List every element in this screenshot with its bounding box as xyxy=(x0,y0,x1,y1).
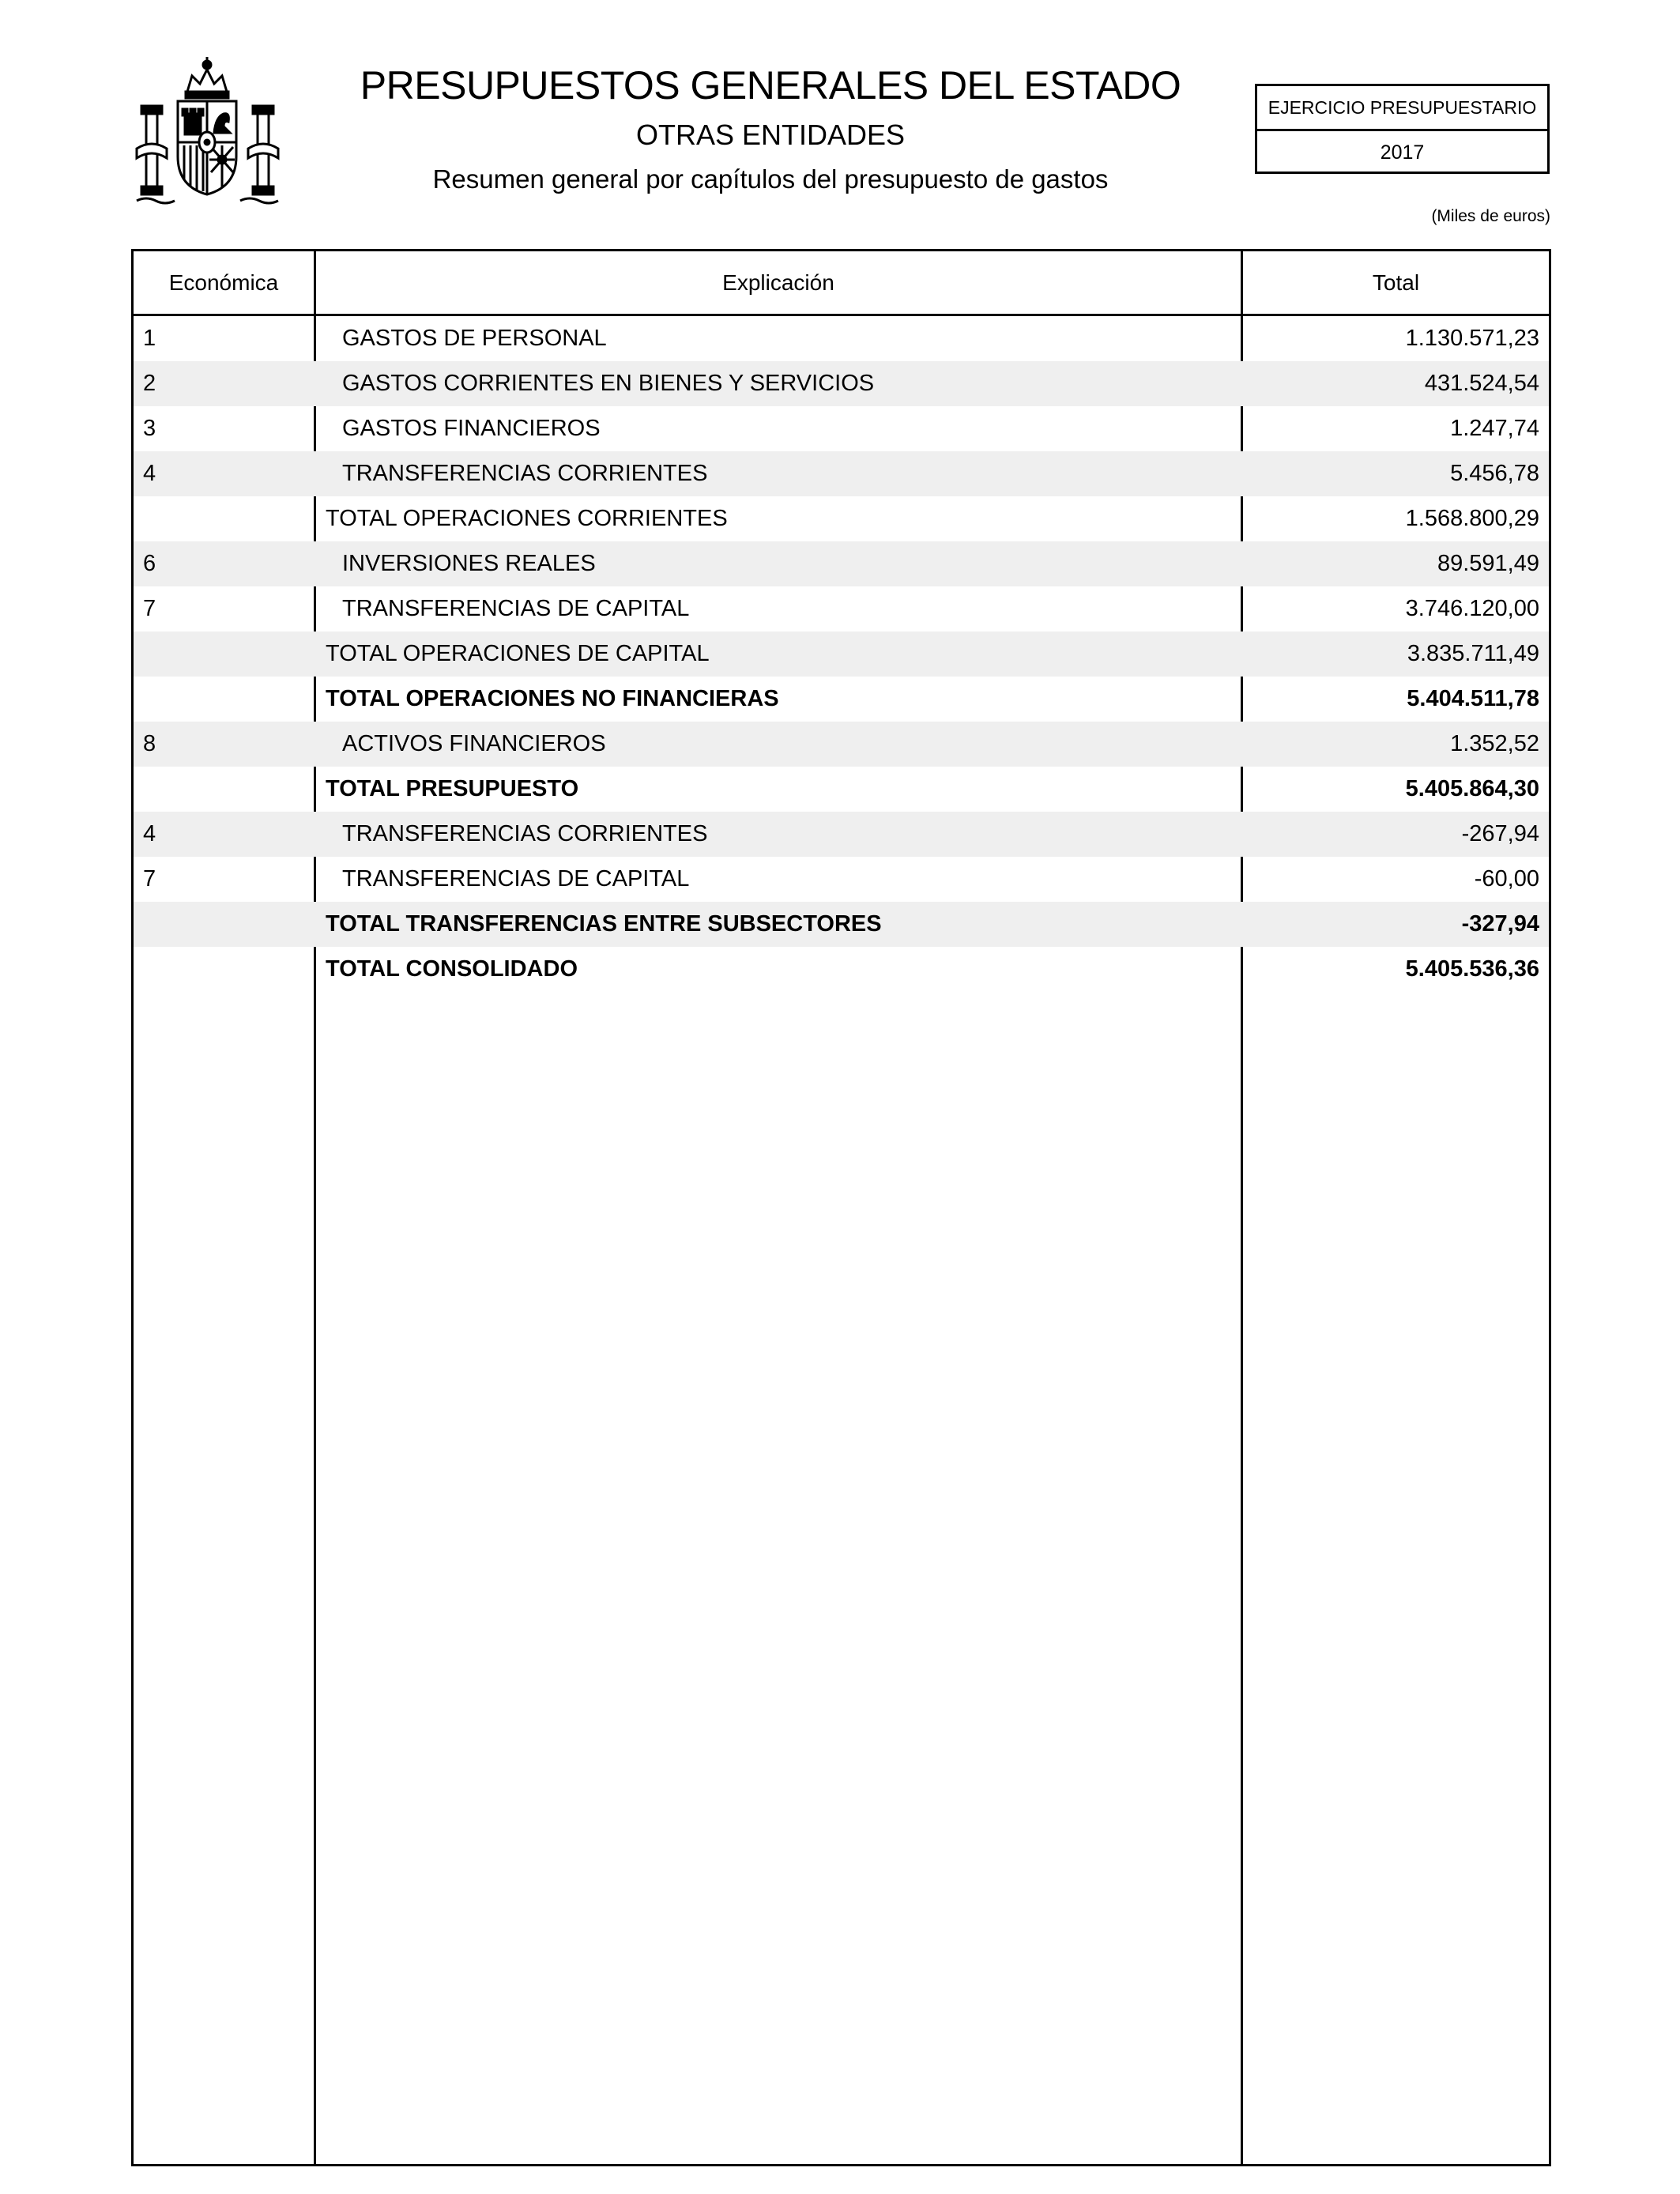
row-total: 3.835.711,49 xyxy=(1407,641,1539,666)
table-header xyxy=(134,251,1549,316)
row-label: TRANSFERENCIAS CORRIENTES xyxy=(342,821,708,846)
column-header-total: Total xyxy=(1372,270,1420,295)
ejercicio-box xyxy=(1255,84,1550,174)
row-total: 89.591,49 xyxy=(1437,551,1539,576)
row-label: TRANSFERENCIAS DE CAPITAL xyxy=(342,596,690,621)
row-label: TOTAL TRANSFERENCIAS ENTRE SUBSECTORES xyxy=(326,911,882,937)
row-label: TRANSFERENCIAS CORRIENTES xyxy=(342,461,708,486)
column-header-explicacion: Explicación xyxy=(722,270,834,295)
row-total: -327,94 xyxy=(1461,911,1539,937)
page-subtitle: OTRAS ENTIDADES xyxy=(635,119,906,151)
table-row xyxy=(134,767,1549,812)
row-code: 1 xyxy=(143,326,156,351)
table-body xyxy=(134,316,1549,992)
ejercicio-label: EJERCICIO PRESUPUESTARIO xyxy=(1257,86,1547,131)
table-row xyxy=(134,857,1549,902)
row-code: 6 xyxy=(143,551,156,576)
row-total: 5.405.864,30 xyxy=(1405,776,1539,801)
table-row xyxy=(134,677,1549,722)
row-total: 1.247,74 xyxy=(1450,416,1539,441)
table-row xyxy=(134,902,1549,947)
table-row xyxy=(134,361,1549,406)
row-code xyxy=(143,947,309,992)
table-row xyxy=(134,316,1549,361)
row-total: 1.568.800,29 xyxy=(1405,506,1539,531)
row-total: -60,00 xyxy=(1474,866,1539,892)
row-code: 4 xyxy=(143,821,156,846)
row-total: 1.130.571,23 xyxy=(1405,326,1539,351)
row-label: TOTAL OPERACIONES CORRIENTES xyxy=(326,506,728,531)
row-label: GASTOS CORRIENTES EN BIENES Y SERVICIOS xyxy=(342,371,875,396)
row-total: 431.524,54 xyxy=(1424,371,1539,396)
row-code: 7 xyxy=(143,596,156,621)
table-row xyxy=(134,496,1549,541)
row-code xyxy=(143,767,309,812)
table-row xyxy=(134,451,1549,496)
row-label: TRANSFERENCIAS DE CAPITAL xyxy=(342,866,690,892)
row-label: INVERSIONES REALES xyxy=(342,551,596,576)
table-row xyxy=(134,947,1549,992)
row-label: TOTAL OPERACIONES DE CAPITAL xyxy=(326,641,710,666)
row-code: 8 xyxy=(143,731,156,756)
row-total: 5.456,78 xyxy=(1450,461,1539,486)
row-total: 5.405.536,36 xyxy=(1405,956,1539,982)
page-title: PRESUPUESTOS GENERALES DEL ESTADO xyxy=(360,63,1181,107)
row-code xyxy=(143,631,309,677)
row-code xyxy=(143,677,309,722)
table-row xyxy=(134,406,1549,451)
row-label: GASTOS FINANCIEROS xyxy=(342,416,601,441)
table-row xyxy=(134,586,1549,631)
table-row xyxy=(134,812,1549,857)
table-row xyxy=(134,631,1549,677)
row-code: 2 xyxy=(143,371,156,396)
row-code: 4 xyxy=(143,461,156,486)
row-label: TOTAL CONSOLIDADO xyxy=(326,956,578,982)
row-code: 3 xyxy=(143,416,156,441)
page-description: Resumen general por capítulos del presupuesto de gastos xyxy=(432,164,1109,194)
table-row xyxy=(134,722,1549,767)
table-row xyxy=(134,541,1549,586)
row-label: ACTIVOS FINANCIEROS xyxy=(342,731,606,756)
row-code xyxy=(143,902,309,947)
row-label: TOTAL OPERACIONES NO FINANCIERAS xyxy=(326,686,779,711)
spain-coat-of-arms-icon xyxy=(130,54,284,208)
row-total: 3.746.120,00 xyxy=(1405,596,1539,621)
budget-table xyxy=(131,249,1551,2166)
row-total: 1.352,52 xyxy=(1450,731,1539,756)
units-note: (Miles de euros) xyxy=(1431,207,1550,225)
row-code: 7 xyxy=(143,866,156,892)
document-header xyxy=(300,62,1241,196)
row-label: TOTAL PRESUPUESTO xyxy=(326,776,579,801)
row-total: 5.404.511,78 xyxy=(1407,686,1539,711)
row-code xyxy=(143,496,309,541)
row-label: GASTOS DE PERSONAL xyxy=(342,326,607,351)
column-header-economica: Económica xyxy=(168,270,279,295)
row-total: -267,94 xyxy=(1461,821,1539,846)
ejercicio-year: 2017 xyxy=(1380,141,1425,164)
